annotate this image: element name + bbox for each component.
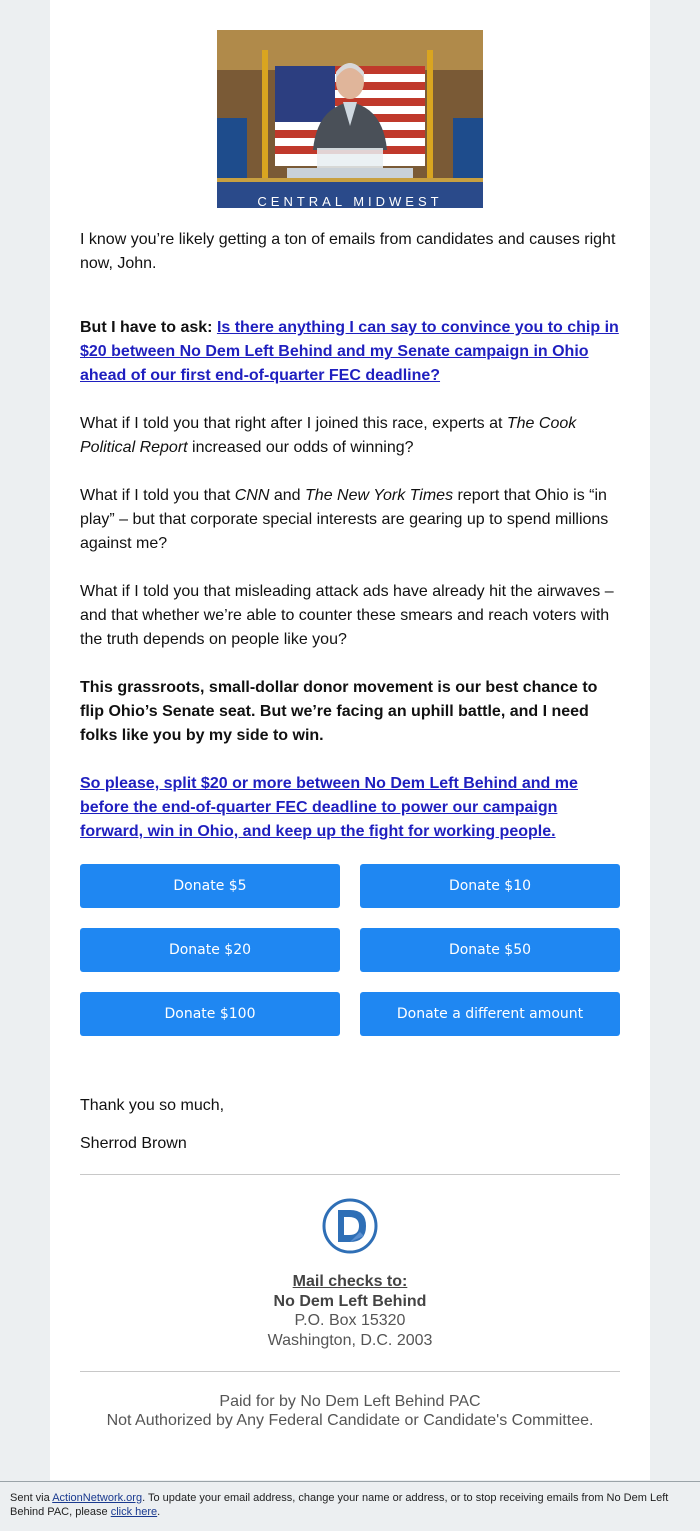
disclaimer-line1: Paid for by No Dem Left Behind PAC: [219, 1393, 481, 1410]
divider-bottom: [80, 1371, 620, 1372]
mail-heading: Mail checks to:: [292, 1273, 408, 1290]
donate-other-amount-button[interactable]: Donate a different amount: [360, 992, 620, 1036]
media-outlet-nyt: The New York Times: [305, 487, 454, 504]
donate-10-button[interactable]: Donate $10: [360, 864, 620, 908]
paid-for-disclaimer: [50, 1392, 650, 1430]
mail-city: Washington, D.C. 2003: [267, 1331, 433, 1349]
podium-text: CENTRAL MIDWEST: [257, 194, 443, 208]
cook-paragraph: [80, 412, 620, 460]
signoff-name: Sherrod Brown: [80, 1135, 187, 1152]
donate-5-button[interactable]: Donate $5: [80, 864, 340, 908]
email-card: [50, 0, 650, 1480]
mail-org: No Dem Left Behind: [273, 1292, 427, 1310]
cook-publication: The Cook Political Report: [80, 415, 577, 456]
grassroots-paragraph: [80, 676, 620, 748]
email-footer: [0, 1481, 700, 1531]
actionnetwork-link[interactable]: ActionNetwork.org: [52, 1492, 143, 1504]
email-body: [80, 228, 620, 868]
divider-top: [80, 1174, 620, 1175]
mail-checks-block: [50, 1272, 650, 1350]
disclaimer-line2: Not Authorized by Any Federal Candidate or Candidate's Committee.: [106, 1412, 594, 1429]
please-donate-link[interactable]: So please, split $20 or more between No Dem Left Behind and me before the end-of-quarter FEC deadline to power our campaign forward, win in Ohio, and keep up the fight for working people.: [80, 775, 578, 840]
unsubscribe-link[interactable]: click here: [110, 1506, 158, 1518]
donate-20-button[interactable]: Donate $20: [80, 928, 340, 972]
hero-photo: [217, 30, 483, 208]
ask-donate-link[interactable]: Is there anything I can say to convince you to chip in $20 between No Dem Left Behind and my Senate campaign in Ohio ahead of our first end-of-quarter FEC deadline?: [80, 319, 619, 384]
footer-end: .: [157, 1506, 161, 1518]
signoff-thanks: Thank you so much,: [80, 1097, 225, 1114]
media-outlet-cnn: CNN: [234, 487, 270, 504]
media-paragraph: [80, 484, 620, 556]
media-text-c: report that Ohio is “in play” – but that corporate special interests are gearing up to spend millions against me?: [80, 487, 609, 552]
ask-lead: But I have to ask:: [80, 319, 213, 336]
ask-paragraph: [80, 316, 620, 388]
signoff: [80, 1094, 620, 1156]
intro-paragraph: I know you’re likely getting a ton of emails from candidates and causes right now, John.: [80, 231, 616, 272]
media-text-b: and: [269, 487, 306, 504]
cook-text-b: increased our odds of winning?: [187, 439, 414, 456]
media-text-a: What if I told you that: [80, 487, 235, 504]
footer-prefix: Sent via: [10, 1492, 53, 1504]
no-dem-left-behind-logo: [322, 1198, 378, 1254]
footer-middle: . To update your email address, change your name or address, or to stop receiving emails from No Dem Left Behind PAC, please: [10, 1492, 669, 1518]
donate-50-button[interactable]: Donate $50: [360, 928, 620, 972]
please-paragraph: [80, 772, 620, 844]
mail-po-box: P.O. Box 15320: [294, 1312, 406, 1329]
grassroots-text: This grassroots, small-dollar donor movement is our best chance to flip Ohio’s Senate seat. But we’re facing an uphill battle, and I need folks like you by my side to win.: [80, 679, 598, 744]
cook-text-a: What if I told you that right after I joined this race, experts at: [80, 415, 507, 432]
ads-paragraph: What if I told you that misleading attack ads have already hit the airwaves – and that whether we’re able to counter these smears and reach voters with the truth depends on people like you?: [80, 583, 614, 648]
donate-100-button[interactable]: Donate $100: [80, 992, 340, 1036]
